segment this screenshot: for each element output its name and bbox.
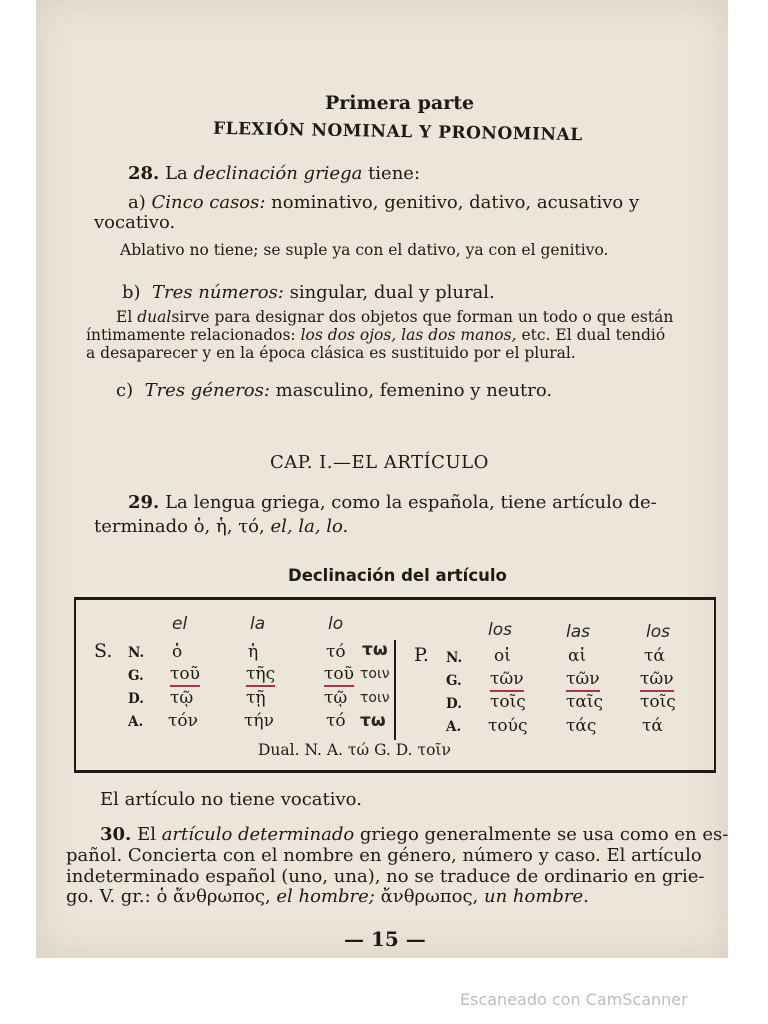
article-form: τά — [644, 646, 665, 666]
p30-line2: pañol. Concierta con el nombre en género, número y caso. El artículo — [66, 845, 702, 866]
gloss-pl-f: las — [566, 622, 590, 642]
case-label: G. — [446, 673, 462, 689]
case-label: N. — [128, 645, 145, 661]
no-vocative-note: El artículo no tiene vocativo. — [100, 789, 362, 810]
article-form: ὁ — [172, 642, 183, 662]
article-form: τάς — [566, 716, 597, 736]
page-number: — 15 — — [344, 927, 426, 951]
case-label: D. — [446, 696, 462, 712]
article-form: οἱ — [494, 646, 511, 666]
article-form: ταῖς — [566, 692, 604, 712]
article-form: τά — [642, 716, 663, 736]
article-form: τό — [326, 642, 346, 662]
article-form: τῇ — [246, 688, 266, 708]
ablativo-note: Ablativo no tiene; se suple ya con el dativo, ya con el genitivo. — [120, 241, 609, 259]
p28-intro: 28. La declinación griega tiene: — [128, 163, 421, 184]
article-form: ἡ — [248, 642, 259, 662]
gloss-sg-n: lo — [328, 614, 344, 634]
p29-line1: 29. La lengua griega, como la española, tiene artículo de- — [128, 492, 657, 513]
dual-note-line2: íntimamente relacionados: los dos ojos, las dos manos, etc. El dual tendió — [86, 326, 666, 344]
p29-line2: terminado ὁ, ἡ, τό, el, la, lo. — [94, 516, 349, 537]
part-title: Primera parte — [325, 92, 475, 114]
article-form: τοῦ — [324, 664, 354, 687]
article-form: τῆς — [246, 664, 275, 687]
p30-line3: indeterminado español (uno, una), no se traduce de ordinario en grie- — [66, 866, 705, 887]
p28-item-b: b) Tres números: singular, dual y plural. — [122, 282, 495, 303]
gloss-pl-n: los — [646, 622, 670, 642]
p28-item-c: c) Tres géneros: masculino, femenino y neutro. — [116, 380, 553, 401]
handwritten-dual: τω — [360, 711, 386, 731]
scanner-watermark: Escaneado con CamScanner — [460, 990, 688, 1009]
gloss-sg-m: el — [172, 614, 188, 634]
article-form: τῷ — [324, 688, 348, 708]
p28-item-a: a) Cinco casos: nominativo, genitivo, dativo, acusativo y — [128, 192, 640, 213]
article-form: τῶν — [566, 669, 600, 692]
dual-note-line1: El dualsirve para designar dos objetos que forman un todo o que están — [116, 308, 674, 326]
handwritten-dual: τοιν — [360, 666, 390, 682]
article-form: τοῖς — [640, 692, 676, 712]
article-form: τοῦ — [170, 664, 200, 687]
handwritten-dual: τω — [362, 640, 388, 660]
article-form: τόν — [168, 711, 198, 731]
article-form: τήν — [244, 711, 274, 731]
book-page — [36, 0, 728, 958]
chapter-heading: CAP. I.—EL ARTÍCULO — [270, 452, 489, 473]
article-form: τῶν — [490, 669, 524, 692]
dual-note-line3: a desaparecer y en la época clásica es sustituido por el plural. — [86, 344, 576, 362]
case-label: D. — [128, 691, 144, 707]
article-form: τοῖς — [490, 692, 526, 712]
declension-title: Declinación del artículo — [288, 566, 507, 585]
article-form: αἱ — [568, 646, 587, 666]
p30-line4: go. V. gr.: ὁ ἄνθρωπος, el hombre; ἄνθρωπος, un hombre. — [66, 886, 589, 907]
article-form: τῷ — [170, 688, 194, 708]
case-label: A. — [446, 719, 462, 735]
handwritten-dual: τοιν — [360, 690, 390, 706]
gloss-sg-f: la — [250, 614, 266, 634]
gloss-pl-m: los — [488, 620, 512, 640]
p30-line1: 30. El artículo determinado griego generalmente se usa como en es- — [100, 824, 729, 845]
dual-row: Dual. N. A. τώ G. D. τοῖν — [258, 741, 451, 759]
article-form: τῶν — [640, 669, 674, 692]
case-label: G. — [128, 668, 144, 684]
case-label: N. — [446, 650, 463, 666]
case-label: A. — [128, 714, 144, 730]
section-title: FLEXIÓN NOMINAL Y PRONOMINAL — [212, 118, 583, 146]
p28-item-a-cont: vocativo. — [94, 212, 176, 233]
plural-label: P. — [414, 644, 429, 666]
article-form: τό — [326, 711, 346, 731]
article-form: τούς — [488, 716, 528, 736]
table-divider — [394, 640, 396, 740]
singular-label: S. — [94, 640, 113, 662]
